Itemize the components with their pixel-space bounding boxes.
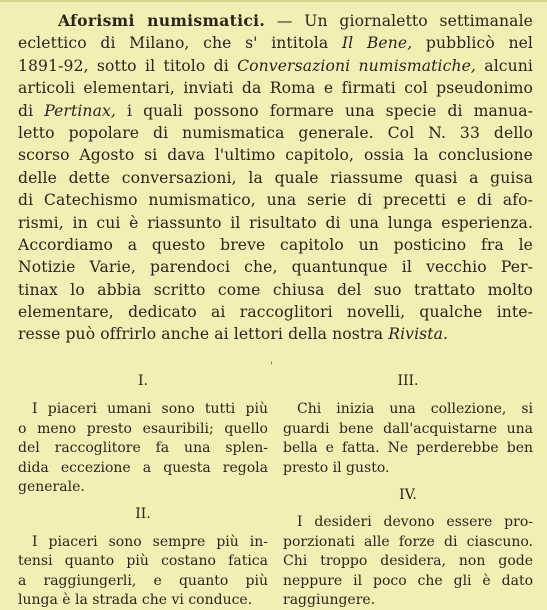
pseudonym: Pertinax, xyxy=(44,101,116,120)
aphorisms-left-column xyxy=(18,372,268,610)
intro-line: Accordiamo a questo breve capitolo un posticino fra le xyxy=(18,235,533,254)
intro-line: delle dette conversazioni, la quale riassume quasi a guisa xyxy=(18,168,533,187)
aphorisms-right-column xyxy=(283,372,533,610)
intro-line: scorso Agosto si dava l'ultimo capitolo, ossia la conclusione xyxy=(18,146,533,165)
series-title: Conversazioni numismatiche, xyxy=(237,56,476,75)
intro-line: Notizie Varie, parendoci che, quantunque il vecchio Per- xyxy=(18,258,533,277)
intro-line: rismi, in cui è riassunto il risultato di una lunga esperienza. xyxy=(18,213,533,232)
aphorism-text: I desideri devono essere pro- porzionati alle forze di ciascuno. Chi troppo desidera, non gode neppure il poco che gli è dato raggiungere. xyxy=(283,514,533,608)
intro-line: di Pertinax, i quali possono formare una specie di manua- xyxy=(18,101,533,120)
intro-line: elementare, dedicato ai raccoglitori novelli, qualche inte- xyxy=(18,303,533,322)
stray-mark: ' xyxy=(270,361,273,372)
aphorism-text: Chi inizia una collezione, si guardi bene dall'acquistarne una bella e fatta. Ne perderebbe ben presto il gusto. xyxy=(283,401,533,476)
section-heading: Aforismi numismatici. xyxy=(58,11,266,30)
intro-line: eclettico di Milano, che s' intitola Il Bene, pubblicò nel xyxy=(18,34,533,53)
aphorism-numeral: III. xyxy=(397,373,419,389)
intro-line: di Catechismo numismatico, una serie di precetti e di afo- xyxy=(18,191,533,210)
intro-line: articoli elementari, inviati da Roma e firmati col pseudonimo xyxy=(18,79,533,98)
intro-line: letto popolare di numismatica generale. Col N. 33 dello xyxy=(18,123,533,142)
intro-line: Aforismi numismatici. — Un giornaletto settimanale xyxy=(58,11,533,30)
intro-line: 1891-92, sotto il titolo di Conversazioni numismatiche, alcuni xyxy=(18,56,533,75)
journal-title-rivista: Rivista. xyxy=(388,325,449,344)
aphorism-text: I piaceri umani sono tutti più o meno presto esauribili; quello del raccoglitore fa una splen- dida eccezione a questa regola generale. xyxy=(18,401,268,495)
aphorism-text: I piaceri sono sempre più in- tensi quanto più costano fatica a raggiungerli, e quanto più lunga è la strada che vi conduce. xyxy=(18,533,268,608)
intro-line: tinax lo abbia scritto come chiusa del suo trattato molto xyxy=(18,280,533,299)
intro-line: resse può offrirlo anche ai lettori della nostra Rivista. xyxy=(18,325,449,344)
aphorism-numeral: II. xyxy=(135,506,151,523)
intro-paragraph xyxy=(18,10,533,346)
aphorism-numeral: I. xyxy=(138,373,148,389)
aphorism-numeral: IV. xyxy=(399,486,417,503)
journal-title-il-bene: Il Bene, xyxy=(341,34,413,53)
